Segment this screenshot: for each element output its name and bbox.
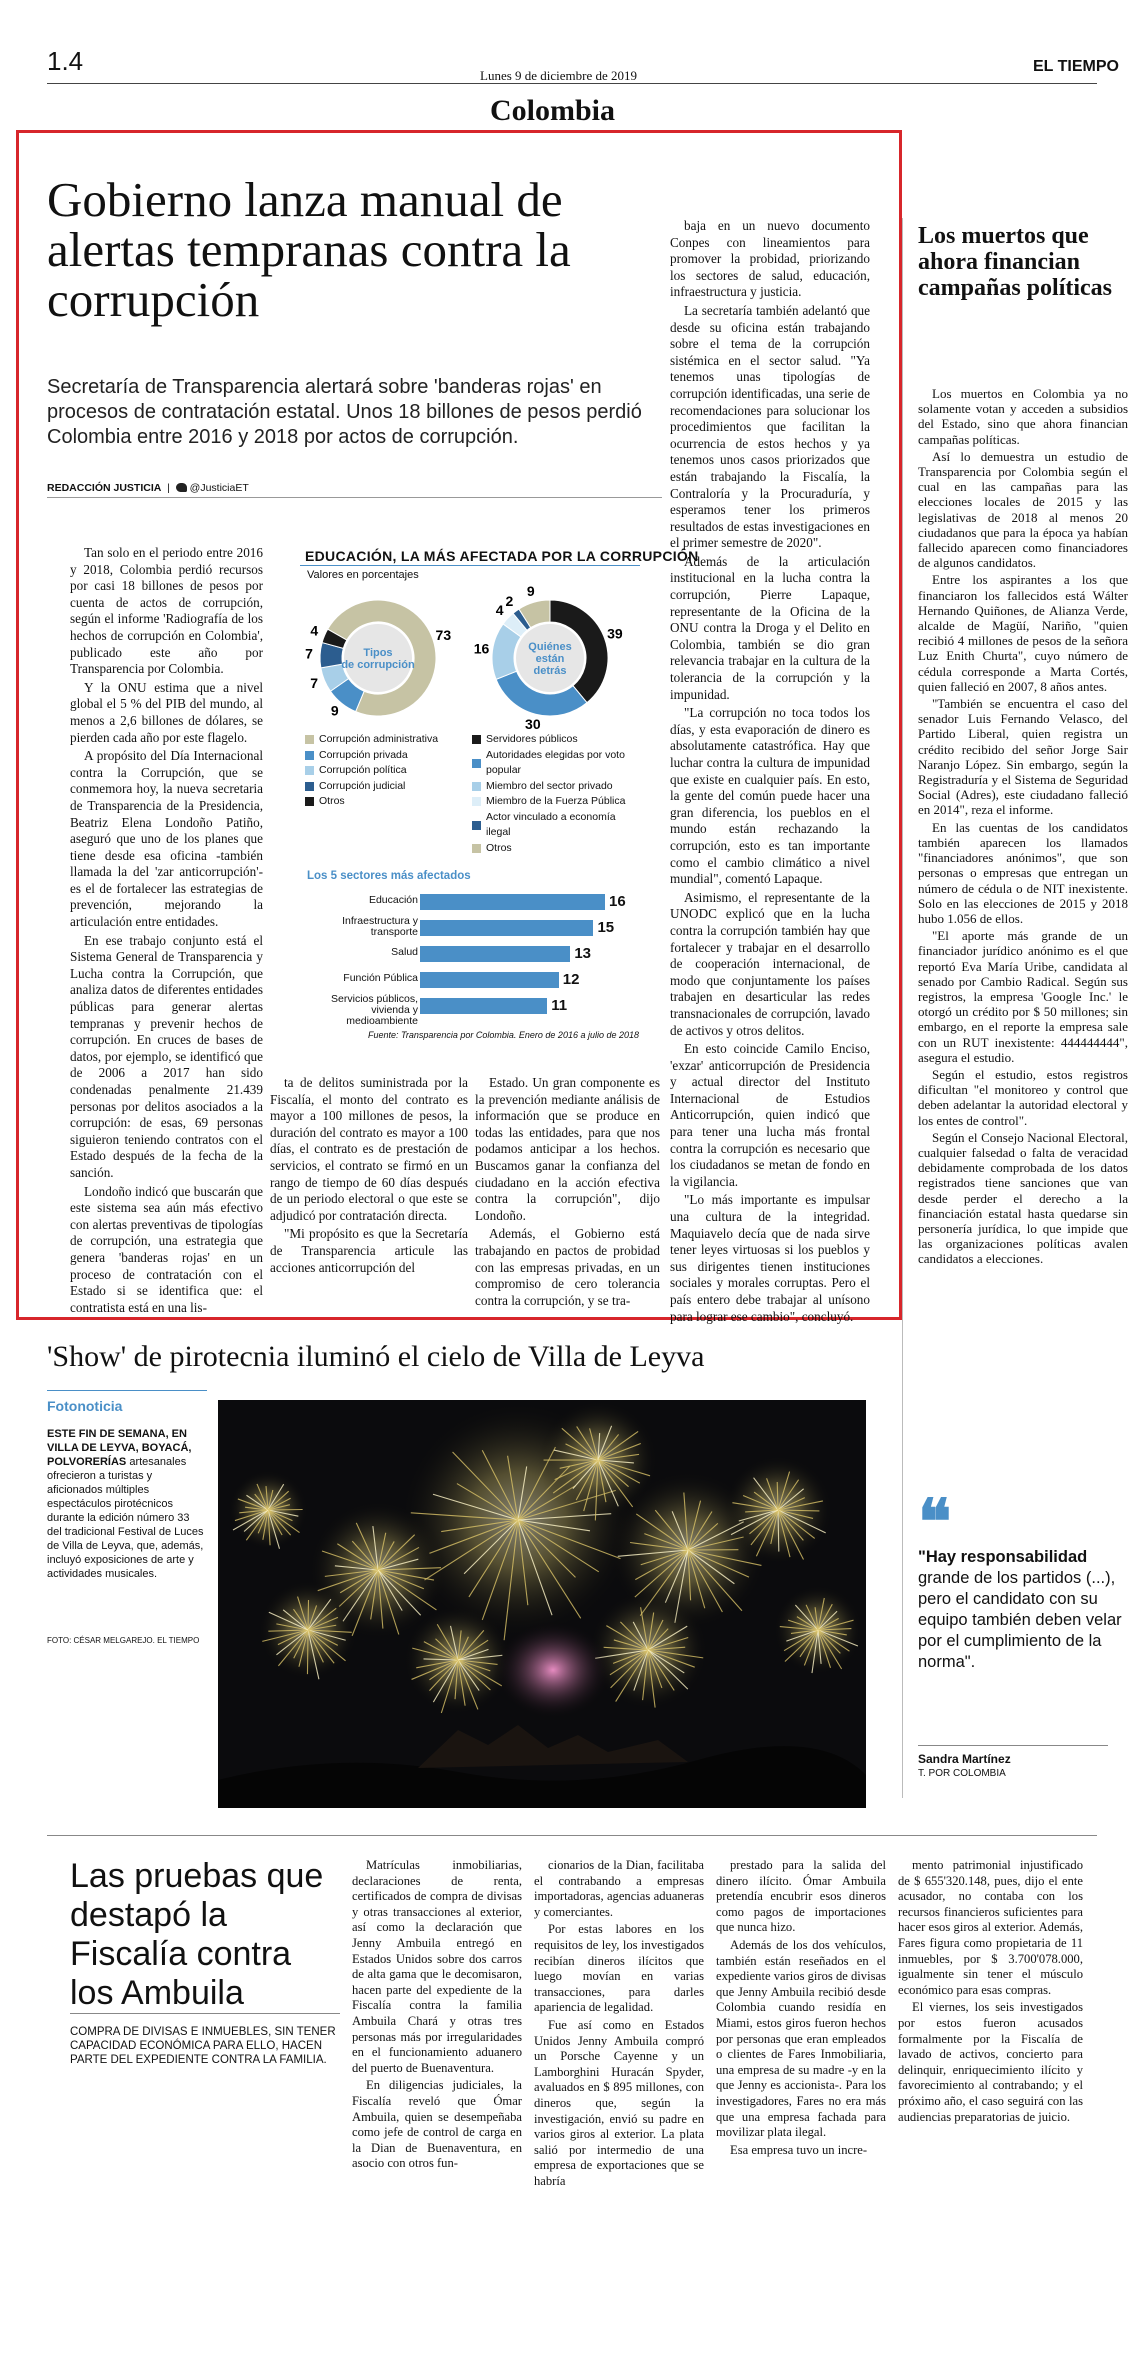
twitter-icon xyxy=(176,483,187,492)
sidebar-rule xyxy=(902,218,903,1798)
bar-value-label: 15 xyxy=(597,919,615,936)
legend-item xyxy=(472,810,642,841)
legend-label: Miembro de la Fuerza Pública xyxy=(486,795,626,807)
chart-subtitle: Valores en porcentajes xyxy=(307,569,419,581)
legend-label: Corrupción política xyxy=(319,764,407,776)
article-column-2 xyxy=(270,1075,468,1278)
legend-swatch xyxy=(305,766,314,775)
photo-story-headline: 'Show' de pirotecnia iluminó el cielo de Villa de Leyva xyxy=(47,1340,705,1373)
legend-item xyxy=(472,748,642,779)
bottom-column-2 xyxy=(534,1858,704,2191)
donut1-value-label: 30 xyxy=(525,715,541,732)
legend-label: Otros xyxy=(319,795,345,807)
fireworks-image xyxy=(218,1400,866,1808)
sidebar-paragraph: "El aporte más grande de un financiador jurídico anónimo es el que reportó Eva María Uribe, candidata al senado por Cambio Radical. Según sus registros, la empresa 'Google Inc.' le otorgó un crédito por $ 50 millones; sin embargo, en el reporte la empresa sale con un RUT inexistente: 444444444", asegura el estudio. xyxy=(918,928,1128,1065)
quote-author: Sandra Martínez xyxy=(918,1752,1011,1766)
bar-value-label: 12 xyxy=(562,971,580,988)
legend-swatch xyxy=(472,759,481,768)
bottom-paragraph: Fue así como en Estados Unidos Jenny Ambuila compró un Porsche Cayenne y un Lamborghini Huracán Spyder, avaluados en $ 895 millones, con dineros que, según la investigación, envió su padre en varios giros al exterior. La plata salió por intermedio de una empresa de exportaciones que se habría xyxy=(534,2017,704,2188)
bar-label: Salud xyxy=(391,946,418,958)
byline: REDACCIÓN JUSTICIA | @JusticiaET xyxy=(47,482,249,494)
bar-row xyxy=(300,892,640,914)
bar xyxy=(420,920,593,936)
donut0-center-label: Tipos xyxy=(363,647,393,659)
legend-types xyxy=(305,732,465,810)
bar-label: Función Pública xyxy=(343,972,418,984)
bottom-paragraph: mento patrimonial injustificado de $ 655'320.148, pues, dijo el ente acusador, no contaba con los recursos financieros suficientes para hacer esos giros al exterior. Además, Fares figura como propietaria de 11 inmuebles, por $ 3.700'078.000, igualmente sin tener el músculo económico para esas compras. xyxy=(898,1858,1083,1997)
article-paragraph: "Mi propósito es que la Secretaría de Transparencia articule las acciones anticorrupción del xyxy=(270,1226,468,1275)
chart-title-rule xyxy=(300,565,640,566)
article-paragraph: "La corrupción no toca todos los días, y esta evaporación de dinero es absolutamente catastrófica. Hay que luchar contra la cultura de impunidad que existe en cualquier país. En esto, la gente del común puede hacer una gran diferencia, los pueblos en el mundo están rechazando la corrupción, esto es tan importante como el cambio climático a nivel mundial", comentó Lapaque. xyxy=(670,705,870,887)
sidebar-paragraph: En las cuentas de los candidatos también aparecen los llamados "financiadores anónimos", que son personas o empresas que entregan un número de cédula o de NIT inexistente. Solo en las elecciones de 2015 y 2018 hubo 1.056 de ellos. xyxy=(918,819,1128,926)
article-column-3 xyxy=(475,1075,660,1311)
bar-row xyxy=(300,915,640,940)
donut1-value-label: 16 xyxy=(473,640,490,657)
byline-author: REDACCIÓN JUSTICIA xyxy=(47,482,162,494)
bars-title: Los 5 sectores más afectados xyxy=(307,870,471,882)
donut0-value-label: 4 xyxy=(310,622,319,639)
sidebar-headline: Los muertos que ahora financian campañas políticas xyxy=(918,223,1113,301)
bar-label: Educación xyxy=(368,894,418,906)
article-paragraph: En ese trabajo conjunto está el Sistema General de Transparencia y Lucha contra la Corrupción, que analiza datos de diferentes entidades públicas para generar alertas tempranas y prevenir hechos de corrupción. En cruces de bases de datos, por ejemplo, se identificó que de 2006 a 2017 han sido condenadas penalmente 21.439 personas por delitos asociados a la corrupción: de esas, 69 personas siguieron teniendo contratos con el Estado después de la fecha de la sanción. xyxy=(70,932,263,1180)
quote-icon: ❝ xyxy=(918,1488,952,1557)
photo-caption-rest: artesanales ofrecieron a turistas y aficionados múltiples espectáculos pirotécnicos durante la edición número 33 del tradicional Festival de Luces de Villa de Leyva, que, además, incluyó exposiciones de arte y actividades musicales. xyxy=(47,1456,204,1580)
issue-date: Lunes 9 de diciembre de 2019 xyxy=(480,68,638,83)
bar-value-label: 11 xyxy=(551,997,568,1014)
legend-item xyxy=(305,779,465,795)
pull-quote-lead: "Hay responsabilidad xyxy=(918,1548,1088,1566)
legend-swatch xyxy=(305,735,314,744)
page-number: 1.4 xyxy=(47,46,84,76)
article-paragraph: En esto coincide Camilo Enciso, 'exzar' anticorrupción de Presidencia y actual director del Instituto Internacional de Estudios Anticorrupción, quien indicó que para tener una lucha más frontal contra la corrupción es necesario que los ciudadanos se metan de fondo en la vigilancia. xyxy=(670,1041,870,1189)
bar-value-label: 13 xyxy=(574,945,591,962)
article-paragraph: "Lo más importante es impulsar una cultura de la integridad. Maquiavelo decía que de nada sirve tener leyes virtuosas si los pueblos y sus dirigentes tienen instituciones sociales y morales corruptas. Pero el país entero debe trabajar al unísono para lograr ese cambio", concluyó. xyxy=(670,1192,870,1324)
main-subhead: Secretaría de Transparencia alertará sobre 'banderas rojas' en procesos de contratación estatal. Unos 18 billones de pesos perdió Colombia entre 2016 y 2018 por actos de corrupción. xyxy=(47,376,642,448)
bar xyxy=(420,998,547,1014)
quote-role: T. POR COLOMBIA xyxy=(918,1768,1006,1779)
donut0-value-label: 7 xyxy=(305,645,313,662)
legend-label: Autoridades elegidas por voto popular xyxy=(486,748,625,776)
legend-label: Corrupción privada xyxy=(319,748,408,761)
bottom-column-3 xyxy=(716,1858,886,2160)
article-paragraph: Estado. Un gran componente es la prevención mediante análisis de información que se produce en todas las entidades, para que nos podamos anticipar a los hechos. Buscamos ganar la confianza del ciudadano en la acción efectiva contra la corrupción", dijo Londoño. xyxy=(475,1075,660,1223)
sidebar-paragraph: "También se encuentra el caso del senador Luis Fernando Velasco, del Partido Liberal, quien registra un crédito recibido del señor Jorge Sair Naranjo López. Sin embargo, según la Registraduría y el Sistema de Seguridad Social (Adres), este ciudadano falleció en 2014", reza el informe. xyxy=(918,696,1128,818)
byline-rule xyxy=(47,497,662,498)
donut0-center-label: de corrupción xyxy=(341,659,415,671)
legend-label: Servidores públicos xyxy=(486,733,578,745)
sidebar-paragraph: Entre los aspirantes a los que financiaron los fallecidos está Wálter Hernando Quiñones, de Alianza Verde, alcalde de Magüí, Nariño, "quien recibió 4 millones de pesos de la señora Luz Enith Churta", cuyo número de cédula corresponde a Marta Cortés, quien falleció en 2007, 8 años antes. xyxy=(918,572,1128,694)
donut1-value-label: 39 xyxy=(607,625,623,642)
bar-value-label: 16 xyxy=(609,893,626,910)
bottom-paragraph: cionarios de la Dian, facilitaba el contrabando a empresas importadoras, agencias aduaneras y comerciantes. xyxy=(534,1858,704,1919)
bottom-section-rule xyxy=(47,1835,1097,1836)
legend-swatch xyxy=(472,797,481,806)
bottom-column-4 xyxy=(898,1858,1083,2127)
bottom-paragraph: Matrículas inmobiliarias, declaraciones de renta, certificados de compra de divisas y otras transacciones al exterior, así como la declaración que Jenny Ambuila entregó en Estados Unidos sobre dos carros de alta gama que le decomisaron, hacen parte del expediente de la Fiscalía contra la familia Ambuila Chará y otras tres personas más por irregularidades en el funcionamiento aduanero del puerto de Buenaventura. xyxy=(352,1858,522,2075)
section-title: Colombia xyxy=(490,94,616,127)
legend-item xyxy=(472,841,642,857)
sidebar-paragraph: Así lo demuestra un estudio de Transparencia por Colombia según el cual en las campañas para las elecciones locales de 2015 y las legislativas de 2018 al menos 20 ciudadanos que para la época ya habían fallecido aparecen como financiadores de algunos candidatos. xyxy=(918,448,1128,571)
bar xyxy=(420,972,559,988)
bar-row xyxy=(300,944,640,966)
article-column-1 xyxy=(70,545,263,1318)
bottom-paragraph: prestado para la salida del dinero ilícito. Ómar Ambuila pretendía encubrir esos dineros como pagos de importaciones que nunca hizo. xyxy=(716,1858,886,1935)
sidebar-paragraph: Según el estudio, estos registros dificultan "el monitoreo y control que deben adelantar la autoridad electoral y los entes de control". xyxy=(918,1066,1128,1128)
bar xyxy=(420,894,605,910)
donut0-value-label: 7 xyxy=(310,675,319,692)
donut-charts xyxy=(300,583,645,733)
fireworks-photo xyxy=(218,1400,866,1808)
article-paragraph: Y la ONU estima que a nivel global el 5 % del PIB del mundo, al menos a 2,6 billones de dólares, se pierden cada año por este flagelo. xyxy=(70,679,263,745)
photo-label-rule xyxy=(47,1390,207,1391)
main-headline: Gobierno lanza manual de alertas tempranas contra la corrupción xyxy=(47,172,571,327)
article-paragraph: A propósito del Día Internacional contra la Corrupción, que se conmemora hoy, la nueva secretaria de Transparencia de la Presidencia, Beatriz Elena Londoño Patiño, aseguró que uno de los planes que tiene desde esa oficina -también llamada la del 'zar anticorrupción'- es el de fortalecer las estrategias de prevención, mejorando la articulación entre entidades. xyxy=(70,748,263,930)
donut1-value-label: 2 xyxy=(505,593,514,610)
bottom-paragraph: Por estas labores en los requisitos de ley, los investigados recibían dineros ilícitos que luego movían en varias transacciones, para darles apariencia de legalidad. xyxy=(534,1922,704,2015)
newspaper-name: EL TIEMPO xyxy=(1033,58,1119,75)
legend-item xyxy=(305,748,465,764)
legend-label: Otros xyxy=(486,841,512,854)
sidebar-body xyxy=(918,386,1128,1269)
bar-label: Infraestructura y transporte xyxy=(342,915,418,938)
legend-swatch xyxy=(305,782,314,791)
pull-quote xyxy=(918,1547,1128,1673)
photo-caption xyxy=(47,1427,207,1581)
article-paragraph: Además, el Gobierno está trabajando en pactos de probidad con las empresas privadas, en un compromiso de cero tolerancia contra la corrupción, y se tra- xyxy=(475,1226,660,1308)
article-paragraph: Asimismo, el representante de la UNODC explicó que en la lucha contra la corrupción también hay que fortalecer y trabajar en el desarrollo de cooperación internacional, de modo que conjuntamente los países trabajen en desarticular las redes transnacionales de corrupción, lavado de activos y otros delitos. xyxy=(670,889,870,1038)
donut1-center-label: están xyxy=(535,653,565,665)
bar-row xyxy=(300,970,640,992)
legend-swatch xyxy=(472,844,481,853)
bottom-paragraph: En diligencias judiciales, la Fiscalía reveló que Ómar Ambuila, quien se desempeñaba como jefe de control de carga en la Dian de Buenaventura, en asocio con otros fun- xyxy=(352,2078,522,2171)
quote-rule xyxy=(918,1745,1108,1746)
bar-row xyxy=(300,993,640,1027)
bottom-subhead: COMPRA DE DIVISAS E INMUEBLES, SIN TENER CAPACIDAD ECONÓMICA PARA ELLO, HACEN PARTE DEL EXPEDIENTE CONTRA LA FAMILIA. xyxy=(70,2026,336,2066)
bar-label: Servicios públicos, vivienda y medioambiente xyxy=(331,993,418,1027)
donut0-value-label: 9 xyxy=(330,702,339,719)
donut1-center-label: detrás xyxy=(533,665,567,677)
article-column-4 xyxy=(670,218,870,1327)
bottom-column-1 xyxy=(352,1858,522,2174)
legend-label: Corrupción judicial xyxy=(319,779,406,792)
legend-item xyxy=(472,732,642,748)
bottom-headline: Las pruebas que destapó la Fiscalía contra los Ambuila xyxy=(70,1857,324,2012)
chart-source: Fuente: Transparencia por Colombia. Enero de 2016 a julio de 2018 xyxy=(368,1030,640,1040)
legend-label: Actor vinculado a economía ilegal xyxy=(486,810,616,838)
legend-swatch xyxy=(472,735,481,744)
sidebar-paragraph: Según el Consejo Nacional Electoral, cualquier falsedad o falta de veracidad debidamente comprobada de los datos registrados tiene sanciones que van desde perder el derecho a la financiación estatal hasta quedarse sin personería jurídica, lo que impide que las organizaciones políticas avalen candidatos a elecciones. xyxy=(918,1129,1128,1267)
sidebar-paragraph: Los muertos en Colombia ya no solamente votan y acceden a subsidios del Estado, sino que ahora financian campañas políticas. xyxy=(918,386,1128,447)
donut1-center-label: Quiénes xyxy=(528,641,572,653)
legend-label: Miembro del sector privado xyxy=(486,779,613,792)
legend-swatch xyxy=(472,821,481,830)
byline-twitter: @JusticiaET xyxy=(189,482,249,494)
bottom-paragraph: Además de los dos vehículos, también están reseñados en el expediente varios giros de divisas que Jenny Ambuila recibió desde Colombia cuando residía en Miami, estos giros fueron hechos por personas que eran empleados o clientes de Fares Inmobiliaria, una empresa de su madre -y en la que Jenny es accionista-. Para los investigadores, Fares no era más que una empresa fachada para movilizar plata ilegal. xyxy=(716,1937,886,2140)
legend-item xyxy=(305,732,465,748)
legend-swatch xyxy=(305,797,314,806)
bottom-paragraph: Esa empresa tuvo un incre- xyxy=(730,2142,868,2157)
article-paragraph: ta de delitos suministrada por la Fiscalía, el monto del contrato es mayor a 100 millones de pesos, la duración del contrato es mayor a 100 días, el contrato es de prestación de servicios, el contrato se firmó en un rango de tiempo de 60 días después de un periodo electoral o que este se adjudicó por contratación directa. xyxy=(270,1075,468,1223)
legend-swatch xyxy=(472,782,481,791)
article-paragraph: Tan solo en el periodo entre 2016 y 2018, Colombia perdió recursos por casi 18 billones de pesos por cuenta de actos de corrupción, según el informe 'Radiografía de los hechos de corrupción en Colombia', publicado este año por Transparencia por Colombia. xyxy=(70,545,263,677)
donut1-value-label: 4 xyxy=(495,601,504,618)
bar xyxy=(420,946,570,962)
legend-label: Corrupción administrativa xyxy=(319,733,439,745)
donut0-value-label: 73 xyxy=(435,626,452,643)
photo-caption-lead: ESTE FIN DE SEMANA, EN VILLA DE LEYVA, BOYACÁ, POLVORERÍAS xyxy=(47,1428,192,1468)
bottom-subhead-rule xyxy=(70,2013,340,2014)
article-paragraph: La secretaría también adelantó que desde su oficina están trabajando sobre el tema de la corrupción sistémica en el sector salud. "Ya tenemos unas tipologías de corrupción identificadas, una serie de recomendaciones para solucionar los procedimientos que facilitan la ocurrencia de estos hechos y ya tenemos unos casos priorizados que están trabajando la Fiscalía, la Contraloría y la Procuraduría, y esperamos tener los primeros resultados de estas investigaciones en el primer semestre de 2020". xyxy=(670,302,870,551)
bottom-paragraph: El viernes, los seis investigados por estos fueron acusados formalmente por la Fiscalía de lavado de activos, concierto para delinquir, enriquecimiento ilícito y favorecimiento al contrabando; y el próximo año, el caso seguirá con las audiencias preparatorias de juicio. xyxy=(898,2000,1083,2124)
pull-quote-rest: grande de los partidos (...), pero el candidato con su equipo también deben velar por el cumplimiento de la norma". xyxy=(918,1569,1122,1671)
legend-who xyxy=(472,732,642,856)
photo-label: Fotonoticia xyxy=(47,1398,123,1414)
article-paragraph: Además de la articulación institucional en la lucha contra la corrupción, Pierre Lapaque, representante de la Oficina de la ONU contra la Droga y el Delito en Colombia, también se dio gran relevancia trabajar en la cultura de la tolerancia de la corrupción y la impunidad. xyxy=(670,553,870,702)
legend-item xyxy=(305,794,465,810)
legend-swatch xyxy=(305,751,314,760)
chart-title: EDUCACIÓN, LA MÁS AFECTADA POR LA CORRUPCIÓN xyxy=(305,548,699,564)
legend-item xyxy=(472,794,642,810)
legend-item xyxy=(305,763,465,779)
article-paragraph: Londoño indicó que buscarán que este sistema sea aún más efectivo con alertas preventivas de tipologías de corrupción, una estrategia que genera 'banderas rojas' en un proceso de contratación con el Estado si se identifica que: el contratista está en una lis- xyxy=(70,1183,263,1315)
article-paragraph: baja en un nuevo documento Conpes con lineamientos para promover la probidad, priorizando los sectores de salud, educación, infraestructura y justicia. xyxy=(670,218,870,300)
photo-credit: FOTO: CÉSAR MELGAREJO. EL TIEMPO xyxy=(47,1636,200,1645)
header-rule xyxy=(47,83,1097,84)
legend-item xyxy=(472,779,642,795)
donut1-value-label: 9 xyxy=(526,583,535,599)
